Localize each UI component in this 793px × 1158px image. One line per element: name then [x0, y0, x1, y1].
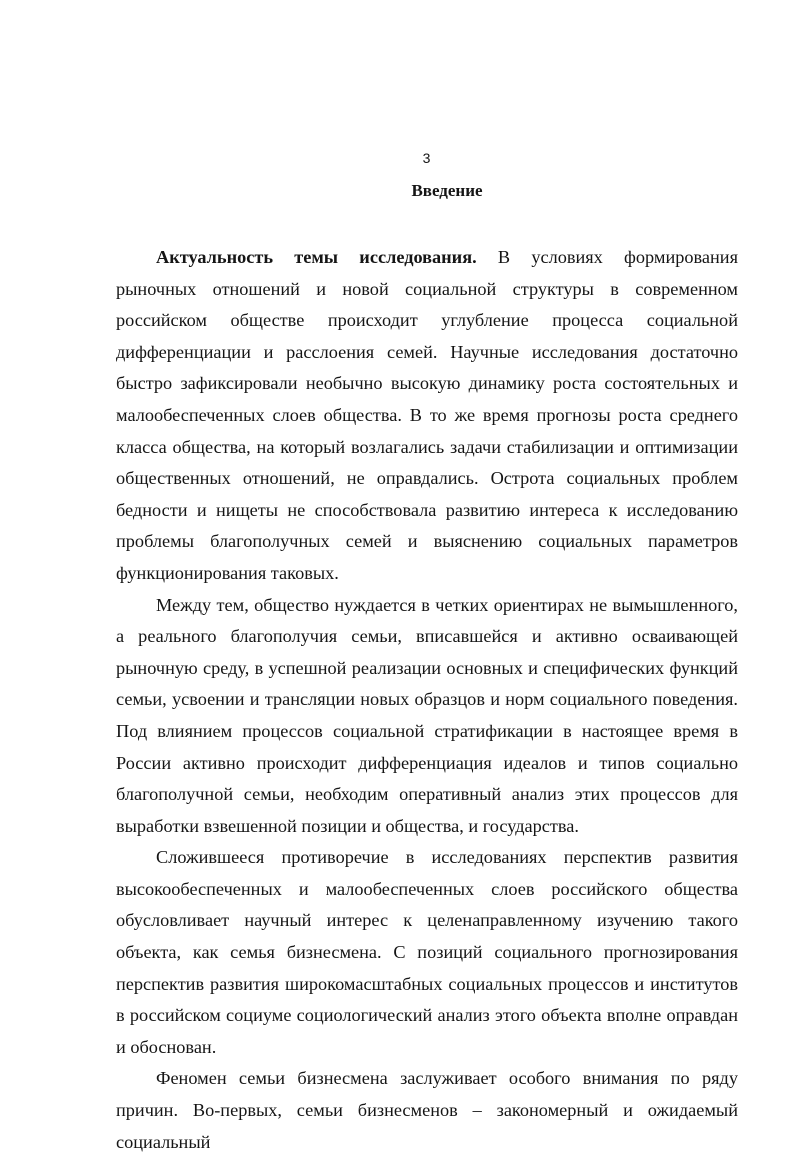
paragraph-text: В условиях формирования рыночных отношений и новой социальной структуры в современном российском обществе происходит углубление процесса социальной дифференциации и расслоения семей. Научные исследования достаточно быстро зафиксировали необычно высокую динамику роста состоятельных и малообеспеченных слоев общества. В то же время прогнозы роста среднего класса общества, на который возлагались задачи стабилизации и оптимизации общественных отношений, не оправдались. Острота социальных проблем бедности и нищеты не способствовала развитию интереса к исследованию проблемы благополучных семей и выяснению социальных параметров функционирования таковых. — [116, 247, 738, 583]
document-body — [116, 242, 738, 1158]
page-number: 3 — [422, 150, 431, 166]
paragraph-phenomenon: Феномен семьи бизнесмена заслуживает особого внимания по ряду причин. Во-первых, семьи бизнесменов – закономерный и ожидаемый социальный — [116, 1068, 738, 1152]
paragraph-society-needs: Между тем, общество нуждается в четких ориентирах не вымышленного, а реального благополучия семьи, вписавшейся и активно осваивающей рыночную среду, в успешной реализации основных и специфических функций семьи, усвоении и трансляции новых образцов и норм социального поведения. Под влиянием процессов социальной стратификации в настоящее время в России активно происходит дифференциация идеалов и типов социально благополучной семьи, необходим оперативный анализ этих процессов для выработки взвешенной позиции и общества, и государства. — [116, 594, 738, 836]
paragraph-relevance — [116, 242, 738, 590]
paragraph-contradiction: Сложившееся противоречие в исследованиях перспектив развития высокообеспеченных и малообеспеченных слоев российского общества обусловливает научный интерес к целенаправленному изучению такого объекта, как семья бизнесмена. С позиций социального прогнозирования перспектив развития широкомасштабных социальных процессов и институтов в российском социуме социологический анализ этого объекта вполне оправдан и обоснован. — [116, 847, 738, 1057]
paragraph-lead: Актуальность темы исследования. — [156, 247, 477, 267]
section-heading: Введение — [411, 181, 483, 200]
